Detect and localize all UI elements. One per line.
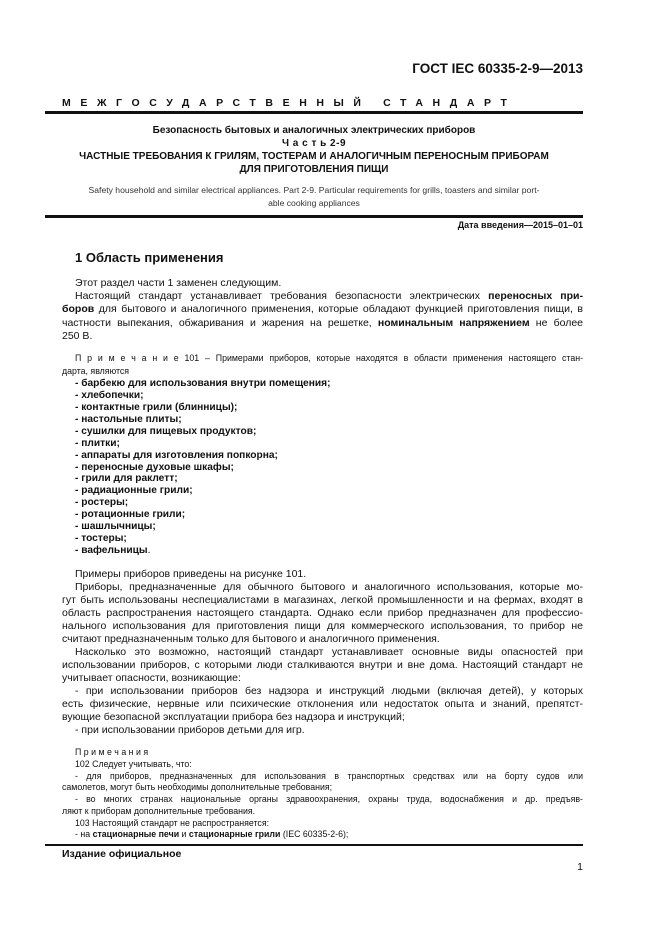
bold-term: стационарные грили xyxy=(188,829,281,840)
text-segment: - на xyxy=(75,829,93,840)
text-line xyxy=(75,829,348,839)
standard-number: ГОСТ IEC 60335-2-9—2013 xyxy=(412,61,583,76)
text-segment: Этот раздел части 1 заменен следующим. xyxy=(75,277,282,289)
text-line xyxy=(75,568,306,580)
text-segment: область распространения настоящего стандарта. Однако если прибор предназначен для профессио- xyxy=(62,607,583,619)
list-item xyxy=(75,545,150,556)
bold-term: - хлебопечки; xyxy=(75,389,144,401)
text-segment: не более xyxy=(529,316,583,329)
list-item xyxy=(75,485,193,496)
text-segment: гут быть использованы неспециалистами в магазинах, легкой промышленности и на фермах, входят в xyxy=(62,594,583,606)
text-segment: - во многих странах национальные органы здравоохранения, охраны труда, водоснабжения и др. предъяв- xyxy=(75,794,583,804)
bold-term: - контактные грили (блинницы); xyxy=(75,401,238,413)
text-line xyxy=(62,620,583,634)
text-line xyxy=(62,330,92,342)
list-item xyxy=(75,414,182,425)
list-item xyxy=(75,378,330,389)
bold-term: - вафельницы xyxy=(75,545,148,557)
text-line xyxy=(62,317,583,331)
bold-term: - переносные духовые шкафы; xyxy=(75,461,234,473)
text-segment: Насколько это возможно, настоящий стандарт устанавливает основные виды опасностей при xyxy=(75,646,583,658)
list-item xyxy=(75,462,234,473)
top-rule xyxy=(45,111,583,114)
list-item xyxy=(75,497,128,508)
list-item xyxy=(75,390,144,401)
text-line xyxy=(75,724,305,736)
text-line xyxy=(75,759,192,769)
text-segment: ляют к приборам дополнительные требования. xyxy=(62,805,256,816)
list-item xyxy=(75,533,127,544)
introduction-date: Дата введения—2015–01–01 xyxy=(457,220,583,230)
text-segment: . xyxy=(147,545,151,557)
text-line xyxy=(62,594,583,608)
text-line xyxy=(62,698,583,712)
bold-term: - радиационные грили; xyxy=(75,485,193,497)
bold-term: переносных при- xyxy=(488,290,583,303)
text-segment: частности выпекания, обжаривания и жарения на решетке, xyxy=(62,316,378,329)
date-rule xyxy=(45,215,583,218)
text-segment: для бытового и аналогичного применения, которые обладают функцией приготовления пищи, в xyxy=(94,303,583,316)
bold-term: - ротационные грили; xyxy=(75,509,186,521)
bold-term: - шашлычницы; xyxy=(75,521,156,533)
text-segment: - для приборов, предназначенных для использования в транспортных средствах или на борту судов или xyxy=(75,770,583,781)
text-segment: нального использования для приготовления пищи для коммерческого использования, то прибор не xyxy=(62,620,583,632)
bold-term: - барбекю для использования внутри помещения; xyxy=(75,378,331,389)
text-segment: учитывает опасности, возникающие: xyxy=(62,672,241,684)
english-title: able cooking appliances xyxy=(268,198,360,208)
text-line xyxy=(75,685,583,699)
list-item xyxy=(75,402,237,413)
text-line xyxy=(62,633,440,645)
text-segment: 103 Настоящий стандарт не распространяется: xyxy=(75,817,270,828)
text-segment: 102 Следует учитывать, что: xyxy=(75,758,192,769)
list-item xyxy=(75,521,156,532)
edition-label: Издание официальное xyxy=(62,848,182,860)
list-item xyxy=(75,450,278,461)
title-line: Безопасность бытовых и аналогичных электрических приборов xyxy=(152,125,476,136)
text-line xyxy=(62,366,129,376)
list-item xyxy=(75,473,178,484)
text-segment: самолетов, могут быть необходимы дополнительные требования; xyxy=(62,782,333,793)
text-segment: Приборы, предназначенные для обычного бытового и аналогичного использования, которые мо- xyxy=(75,581,583,593)
text-segment: (IEC 60335-2-6); xyxy=(280,829,349,840)
bold-term: боров xyxy=(62,303,95,316)
text-line xyxy=(75,581,583,595)
text-line xyxy=(75,290,583,304)
text-segment: дарта, являются xyxy=(62,365,130,376)
text-segment: использовании приборов, с которыми люди сталкиваются внутри и вне дома. Настоящий стандарт не xyxy=(62,659,583,671)
text-segment: - при использовании приборов детьми для игр. xyxy=(75,724,305,736)
title-line: ДЛЯ ПРИГОТОВЛЕНИЯ ПИЩИ xyxy=(239,164,389,175)
bold-term: - тостеры; xyxy=(75,533,127,545)
text-line xyxy=(75,353,583,367)
text-line xyxy=(62,659,583,673)
text-segment: есть физические, нервные или психические отклонения или недостаток опыта и знаний, препятст- xyxy=(62,698,583,710)
text-segment: 250 В. xyxy=(62,329,93,342)
text-segment: считают предназначенным только для бытового и аналогичного применения. xyxy=(62,633,440,645)
english-title: Safety household and similar electrical appliances. Part 2-9. Particular requirements for grills, toasters and similar port- xyxy=(88,185,540,195)
text-segment: и xyxy=(179,829,189,840)
list-item xyxy=(75,438,120,449)
text-line xyxy=(75,747,148,757)
title-line: ЧАСТНЫЕ ТРЕБОВАНИЯ К ГРИЛЯМ, ТОСТЕРАМ И АНАЛОГИЧНЫМ ПЕРЕНОСНЫМ ПРИБОРАМ xyxy=(79,151,549,162)
list-item xyxy=(75,426,256,437)
text-line xyxy=(75,277,281,289)
title-part: Ч а с т ь 2-9 xyxy=(281,138,347,149)
section-heading: 1 Область применения xyxy=(75,250,224,265)
text-segment: вующие безопасной эксплуатации прибора без надзора и инструкций; xyxy=(62,711,405,723)
bold-term: - ростеры; xyxy=(75,497,129,509)
bold-term: стационарные печи xyxy=(92,829,180,840)
text-line xyxy=(62,303,583,317)
text-line xyxy=(75,818,269,828)
interstate-standard-label: МЕЖГОСУДАРСТВЕННЫЙ СТАНДАРТ xyxy=(62,97,517,109)
text-line xyxy=(62,782,332,792)
bottom-rule xyxy=(45,844,583,846)
text-segment: Примеры приборов приведены на рисунке 101. xyxy=(75,568,307,580)
text-line xyxy=(62,607,583,621)
text-line xyxy=(75,646,583,660)
text-line xyxy=(62,672,241,684)
bold-term: - аппараты для изготовления попкорна; xyxy=(75,449,278,461)
bold-term: - настольные плиты; xyxy=(75,413,182,425)
bold-term: - сушилки для пищевых продуктов; xyxy=(75,425,257,437)
text-segment: П р и м е ч а н и е 101 – Примерами приборов, которые находятся в области применения настоящего стан- xyxy=(75,353,583,363)
bold-term: - плитки; xyxy=(75,437,120,449)
text-line xyxy=(62,711,405,723)
bold-term: номинальным напряжением xyxy=(377,316,530,329)
text-line xyxy=(62,806,255,816)
text-segment: Настоящий стандарт устанавливает требования безопасности электрических xyxy=(75,290,489,303)
text-segment: П р и м е ч а н и я xyxy=(75,747,149,757)
bold-term: - грили для раклетт; xyxy=(75,473,178,485)
list-item xyxy=(75,509,185,520)
text-segment: - при использовании приборов без надзора и инструкций людьми (включая детей), у которых xyxy=(75,685,583,697)
page-number: 1 xyxy=(577,861,583,873)
